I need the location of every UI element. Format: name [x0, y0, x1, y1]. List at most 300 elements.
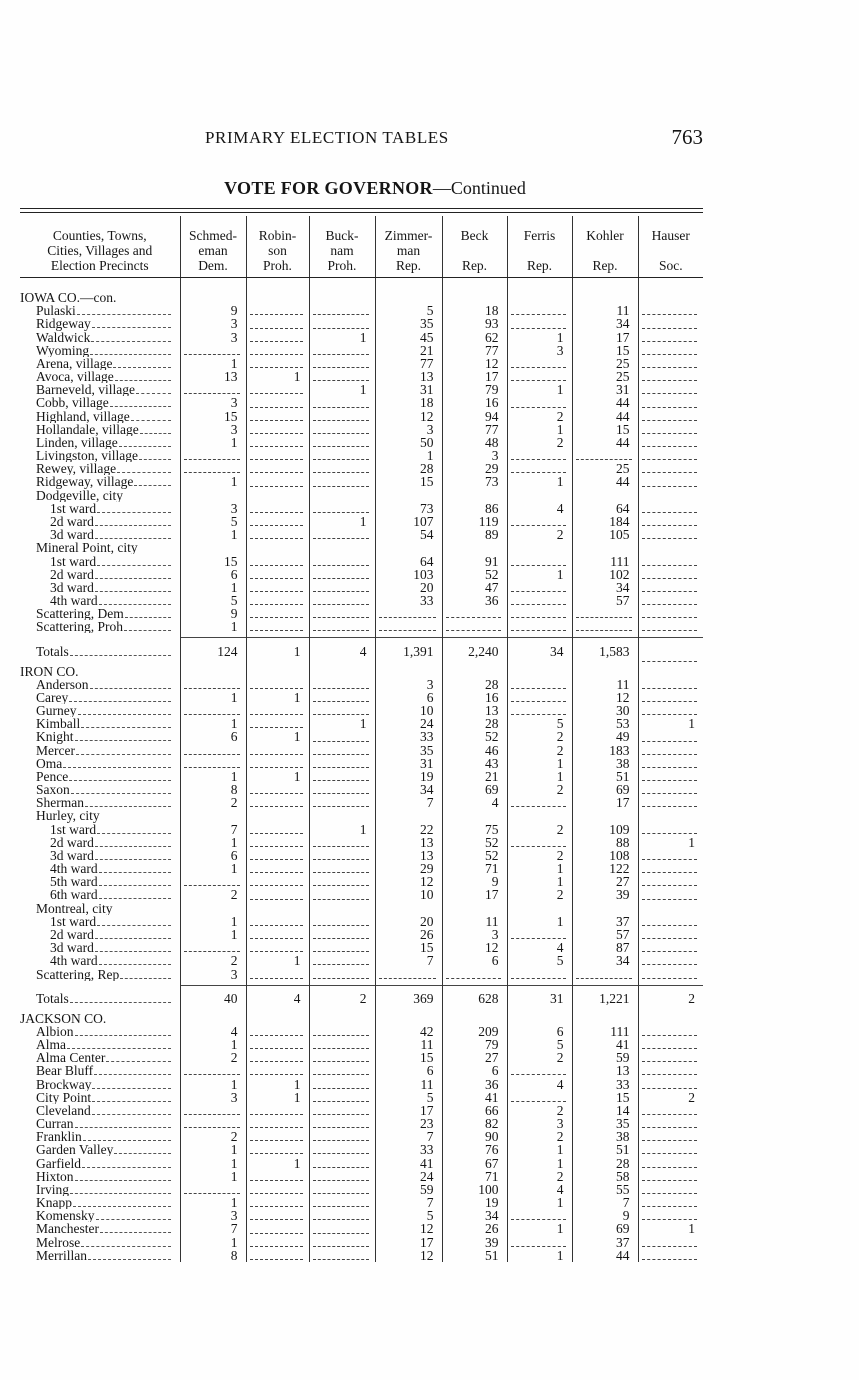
vote-cell: 34 — [572, 581, 638, 594]
table-row — [20, 554, 703, 567]
empty-cell — [638, 1104, 703, 1117]
vote-cell: 31 — [507, 985, 572, 1012]
leader-dots — [95, 590, 171, 592]
precinct-name — [20, 941, 180, 954]
vote-cell: 35 — [375, 744, 442, 757]
vote-cell: 3 — [375, 423, 442, 436]
vote-cell: 2 — [180, 1130, 246, 1143]
empty-cell — [180, 383, 246, 396]
blank-cell — [442, 809, 507, 822]
empty-cell — [442, 967, 507, 980]
empty-cell — [246, 502, 309, 515]
table-row — [20, 678, 703, 691]
empty-cell — [638, 475, 703, 488]
precinct-name — [20, 730, 180, 743]
vote-cell: 88 — [572, 836, 638, 849]
table-row — [20, 317, 703, 330]
vote-cell: 10 — [375, 704, 442, 717]
spacer-row — [20, 278, 703, 292]
vote-cell: 44 — [572, 475, 638, 488]
empty-cell — [309, 888, 375, 901]
vote-cell: 6 — [180, 849, 246, 862]
col-header-ferris: Ferris Rep. — [507, 216, 572, 278]
leader-dots — [75, 1034, 171, 1036]
blank-cell — [572, 809, 638, 822]
table-row — [20, 757, 703, 770]
vote-cell: 1 — [246, 1077, 309, 1090]
vote-cell: 17 — [442, 370, 507, 383]
vote-cell: 2 — [638, 1091, 703, 1104]
vote-cell: 1 — [180, 1196, 246, 1209]
precinct-name — [20, 541, 180, 554]
precinct-name — [20, 607, 180, 620]
empty-cell — [246, 594, 309, 607]
row-label: Sherman — [36, 796, 84, 810]
empty-cell — [638, 502, 703, 515]
vote-cell: 1 — [309, 383, 375, 396]
precinct-name — [20, 410, 180, 423]
blank-cell — [507, 541, 572, 554]
leader-dots — [88, 1258, 171, 1260]
vote-cell: 17 — [375, 1104, 442, 1117]
empty-cell — [309, 502, 375, 515]
empty-cell — [309, 620, 375, 633]
precinct-name — [20, 1051, 180, 1064]
vote-cell: 1 — [180, 357, 246, 370]
vote-cell: 34 — [375, 783, 442, 796]
blank-cell — [572, 1012, 638, 1025]
table-row — [20, 620, 703, 633]
empty-cell — [507, 691, 572, 704]
leader-dots — [75, 1179, 171, 1181]
row-label: Cobb, village — [36, 396, 109, 410]
row-label: 1st ward — [50, 554, 97, 568]
table-row — [20, 1170, 703, 1183]
table-title-bold: VOTE FOR GOVERNOR — [224, 178, 433, 198]
precinct-name — [20, 423, 180, 436]
vote-cell: 93 — [442, 317, 507, 330]
empty-cell — [638, 528, 703, 541]
vote-cell: 24 — [375, 717, 442, 730]
row-label: Livingston, village — [36, 449, 138, 463]
table-row — [20, 836, 703, 849]
blank-cell — [375, 1012, 442, 1025]
vote-cell: 1 — [180, 1038, 246, 1051]
precinct-name — [20, 796, 180, 809]
blank-cell — [309, 489, 375, 502]
table-row — [20, 1209, 703, 1222]
vote-cell: 8 — [180, 1249, 246, 1262]
leader-dots — [140, 432, 171, 434]
empty-cell — [638, 304, 703, 317]
leader-dots — [92, 1087, 171, 1089]
table-row — [20, 462, 703, 475]
precinct-name — [20, 1091, 180, 1104]
blank-cell — [572, 541, 638, 554]
empty-cell — [507, 928, 572, 941]
table-row — [20, 875, 703, 888]
col-header-kohler: Kohler Rep. — [572, 216, 638, 278]
vote-cell: 12 — [375, 875, 442, 888]
vote-cell: 9 — [180, 607, 246, 620]
empty-cell — [638, 1038, 703, 1051]
leader-dots — [120, 977, 171, 979]
row-label: Cleveland — [36, 1103, 91, 1117]
precinct-name — [20, 1236, 180, 1249]
empty-cell — [246, 1183, 309, 1196]
precinct-name — [20, 1249, 180, 1262]
leader-dots — [115, 379, 171, 381]
vote-cell: 1 — [180, 836, 246, 849]
precinct-name — [20, 475, 180, 488]
blank-cell — [442, 291, 507, 304]
vote-cell: 17 — [572, 796, 638, 809]
vote-cell: 31 — [375, 757, 442, 770]
empty-cell — [638, 344, 703, 357]
precinct-name — [20, 928, 180, 941]
vote-cell: 7 — [375, 1130, 442, 1143]
row-label: City Point — [36, 1090, 92, 1104]
vote-cell: 2 — [180, 888, 246, 901]
vote-cell: 1 — [507, 423, 572, 436]
leader-dots — [136, 392, 171, 394]
empty-cell — [638, 317, 703, 330]
vote-cell: 1 — [180, 1143, 246, 1156]
vote-cell: 15 — [180, 410, 246, 423]
empty-cell — [638, 823, 703, 836]
blank-cell — [246, 541, 309, 554]
table-row — [20, 344, 703, 357]
empty-cell — [309, 1104, 375, 1117]
vote-cell: 2 — [180, 1051, 246, 1064]
vote-table — [20, 216, 703, 1262]
vote-cell: 3 — [442, 449, 507, 462]
row-label: Totals — [36, 990, 69, 1006]
leader-dots — [70, 1001, 171, 1003]
vote-cell: 36 — [442, 594, 507, 607]
row-label: 5th ward — [50, 875, 98, 889]
leader-dots — [78, 713, 171, 715]
table-row — [20, 331, 703, 344]
row-label: Scattering, Proh — [36, 620, 123, 634]
vote-cell: 12 — [375, 1249, 442, 1262]
empty-cell — [309, 1170, 375, 1183]
vote-cell: 2 — [180, 796, 246, 809]
row-label: Waldwick — [36, 330, 91, 344]
table-row — [20, 1077, 703, 1090]
leader-dots — [95, 858, 171, 860]
empty-cell — [246, 1170, 309, 1183]
empty-cell — [309, 1091, 375, 1104]
vote-cell: 52 — [442, 568, 507, 581]
vote-cell: 1 — [180, 1236, 246, 1249]
vote-cell: 15 — [375, 1051, 442, 1064]
empty-cell — [246, 823, 309, 836]
row-label: IRON CO. — [20, 664, 79, 678]
vote-cell: 6 — [442, 1064, 507, 1077]
vote-cell: 15 — [180, 554, 246, 567]
table-row — [20, 770, 703, 783]
vote-cell: 73 — [442, 475, 507, 488]
precinct-name — [20, 1064, 180, 1077]
row-label: 3d ward — [50, 941, 94, 955]
empty-cell — [309, 678, 375, 691]
vote-cell: 21 — [375, 344, 442, 357]
page-number: 763 — [671, 125, 703, 149]
leader-dots — [125, 616, 171, 618]
table-row — [20, 849, 703, 862]
vote-cell: 1,583 — [572, 638, 638, 665]
leader-dots — [134, 484, 171, 486]
blank-cell — [507, 489, 572, 502]
precinct-name — [20, 396, 180, 409]
empty-cell — [309, 1183, 375, 1196]
vote-cell: 11 — [442, 915, 507, 928]
vote-cell: 14 — [572, 1104, 638, 1117]
blank-cell — [572, 902, 638, 915]
vote-cell: 3 — [180, 967, 246, 980]
empty-cell — [638, 423, 703, 436]
leader-dots — [83, 1139, 171, 1141]
empty-cell — [507, 396, 572, 409]
empty-cell — [309, 1064, 375, 1077]
leader-dots — [92, 326, 171, 328]
vote-cell: 1 — [507, 757, 572, 770]
blank-cell — [638, 541, 703, 554]
vote-cell: 2 — [507, 783, 572, 796]
empty-cell — [246, 331, 309, 344]
vote-cell: 39 — [442, 1236, 507, 1249]
empty-cell — [246, 849, 309, 862]
vote-cell: 1 — [309, 717, 375, 730]
empty-cell — [246, 915, 309, 928]
vote-cell: 3 — [507, 1117, 572, 1130]
vote-cell: 124 — [180, 638, 246, 665]
vote-cell: 42 — [375, 1025, 442, 1038]
vote-cell: 3 — [442, 928, 507, 941]
vote-cell: 18 — [375, 396, 442, 409]
vote-cell: 1 — [246, 954, 309, 967]
table-row — [20, 862, 703, 875]
vote-cell: 1 — [180, 928, 246, 941]
row-label: 2d ward — [50, 567, 94, 581]
empty-cell — [638, 383, 703, 396]
vote-cell: 39 — [572, 888, 638, 901]
vote-cell: 9 — [572, 1209, 638, 1222]
vote-cell: 52 — [442, 836, 507, 849]
leader-dots — [95, 845, 171, 847]
vote-cell: 41 — [442, 1091, 507, 1104]
vote-cell: 51 — [572, 770, 638, 783]
vote-cell: 1 — [507, 568, 572, 581]
empty-cell — [180, 757, 246, 770]
table-row — [20, 568, 703, 581]
precinct-name — [20, 1183, 180, 1196]
precinct-name — [20, 1196, 180, 1209]
leader-dots — [90, 353, 171, 355]
row-label: Dodgeville, city — [36, 488, 123, 502]
empty-cell — [246, 317, 309, 330]
empty-cell — [309, 410, 375, 423]
vote-cell: 34 — [572, 954, 638, 967]
row-label: Carey — [36, 690, 69, 704]
vote-cell: 5 — [375, 1091, 442, 1104]
table-row — [20, 528, 703, 541]
row-label: 3d ward — [50, 528, 94, 542]
empty-cell — [309, 757, 375, 770]
row-label: 3d ward — [50, 848, 94, 863]
leader-dots — [70, 654, 171, 656]
blank-cell — [246, 902, 309, 915]
empty-cell — [638, 1183, 703, 1196]
vote-cell: 8 — [180, 783, 246, 796]
vote-cell: 13 — [375, 849, 442, 862]
vote-cell: 369 — [375, 985, 442, 1012]
vote-cell: 41 — [375, 1156, 442, 1169]
empty-cell — [309, 704, 375, 717]
empty-cell — [638, 915, 703, 928]
row-label: 1st ward — [50, 914, 97, 928]
blank-cell — [507, 664, 572, 677]
empty-cell — [375, 620, 442, 633]
empty-cell — [180, 875, 246, 888]
precinct-name — [20, 528, 180, 541]
empty-cell — [309, 1143, 375, 1156]
empty-cell — [246, 423, 309, 436]
empty-cell — [638, 620, 703, 633]
vote-cell: 6 — [375, 1064, 442, 1077]
blank-cell — [309, 664, 375, 677]
empty-cell — [246, 515, 309, 528]
empty-cell — [638, 638, 703, 665]
leader-dots — [99, 871, 171, 873]
table-row — [20, 915, 703, 928]
vote-cell: 119 — [442, 515, 507, 528]
blank-cell — [638, 902, 703, 915]
vote-cell: 1,391 — [375, 638, 442, 665]
empty-cell — [246, 928, 309, 941]
row-label: Alma Center — [36, 1051, 106, 1065]
vote-cell: 1 — [309, 515, 375, 528]
empty-cell — [638, 862, 703, 875]
vote-cell: 4 — [507, 502, 572, 515]
row-label: 4th ward — [50, 862, 98, 876]
vote-cell: 19 — [375, 770, 442, 783]
vote-cell: 5 — [507, 954, 572, 967]
vote-cell: 4 — [507, 1077, 572, 1090]
vote-cell: 7 — [572, 1196, 638, 1209]
precinct-name — [20, 691, 180, 704]
empty-cell — [309, 475, 375, 488]
row-label: 3d ward — [50, 580, 94, 594]
empty-cell — [309, 915, 375, 928]
vote-cell: 6 — [375, 691, 442, 704]
blank-cell — [246, 489, 309, 502]
empty-cell — [246, 304, 309, 317]
empty-cell — [507, 370, 572, 383]
vote-cell: 4 — [309, 638, 375, 665]
vote-cell: 15 — [572, 344, 638, 357]
empty-cell — [507, 796, 572, 809]
row-label: Highland, village — [36, 409, 130, 423]
empty-cell — [309, 1051, 375, 1064]
blank-cell — [246, 809, 309, 822]
vote-cell: 11 — [375, 1038, 442, 1051]
precinct-name — [20, 462, 180, 475]
empty-cell — [309, 554, 375, 567]
vote-cell: 77 — [442, 423, 507, 436]
row-label: Komensky — [36, 1209, 95, 1223]
blank-cell — [246, 1012, 309, 1025]
empty-cell — [180, 1104, 246, 1117]
vote-cell: 2 — [638, 985, 703, 1012]
totals-label — [20, 985, 180, 1012]
col-header-robinson: Robin- son Proh. — [246, 216, 309, 278]
empty-cell — [309, 1077, 375, 1090]
row-label: Ridgeway — [36, 317, 91, 331]
empty-cell — [246, 528, 309, 541]
empty-cell — [246, 783, 309, 796]
empty-cell — [638, 770, 703, 783]
vote-cell: 15 — [375, 941, 442, 954]
precinct-name — [20, 888, 180, 901]
empty-cell — [309, 1249, 375, 1262]
vote-cell: 5 — [507, 1038, 572, 1051]
empty-cell — [180, 449, 246, 462]
empty-cell — [507, 515, 572, 528]
precinct-name — [20, 849, 180, 862]
row-label: Linden, village — [36, 435, 118, 450]
leader-dots — [70, 1192, 171, 1194]
municipality-heading-row — [20, 489, 703, 502]
top-rule-outer — [20, 208, 703, 209]
blank-cell — [442, 664, 507, 677]
empty-cell — [309, 396, 375, 409]
vote-cell: 1 — [638, 1222, 703, 1235]
empty-cell — [309, 568, 375, 581]
vote-cell: 13 — [572, 1064, 638, 1077]
vote-cell: 33 — [572, 1077, 638, 1090]
empty-cell — [638, 1236, 703, 1249]
precinct-name — [20, 1117, 180, 1130]
precinct-name — [20, 383, 180, 396]
vote-cell: 2 — [507, 849, 572, 862]
empty-cell — [309, 1117, 375, 1130]
vote-cell: 50 — [375, 436, 442, 449]
empty-cell — [638, 357, 703, 370]
table-row — [20, 1196, 703, 1209]
vote-cell: 44 — [572, 1249, 638, 1262]
blank-cell — [180, 541, 246, 554]
empty-cell — [309, 967, 375, 980]
empty-cell — [638, 1051, 703, 1064]
vote-cell: 71 — [442, 862, 507, 875]
row-label: Franklin — [36, 1130, 82, 1144]
empty-cell — [246, 1117, 309, 1130]
vote-cell: 4 — [246, 985, 309, 1012]
vote-cell: 6 — [180, 568, 246, 581]
empty-cell — [309, 607, 375, 620]
vote-cell: 184 — [572, 515, 638, 528]
empty-cell — [246, 704, 309, 717]
empty-cell — [572, 449, 638, 462]
table-body — [20, 278, 703, 1262]
vote-cell: 25 — [572, 357, 638, 370]
precinct-name — [20, 967, 180, 980]
vote-cell: 1 — [638, 836, 703, 849]
vote-cell: 105 — [572, 528, 638, 541]
vote-cell: 1 — [180, 770, 246, 783]
